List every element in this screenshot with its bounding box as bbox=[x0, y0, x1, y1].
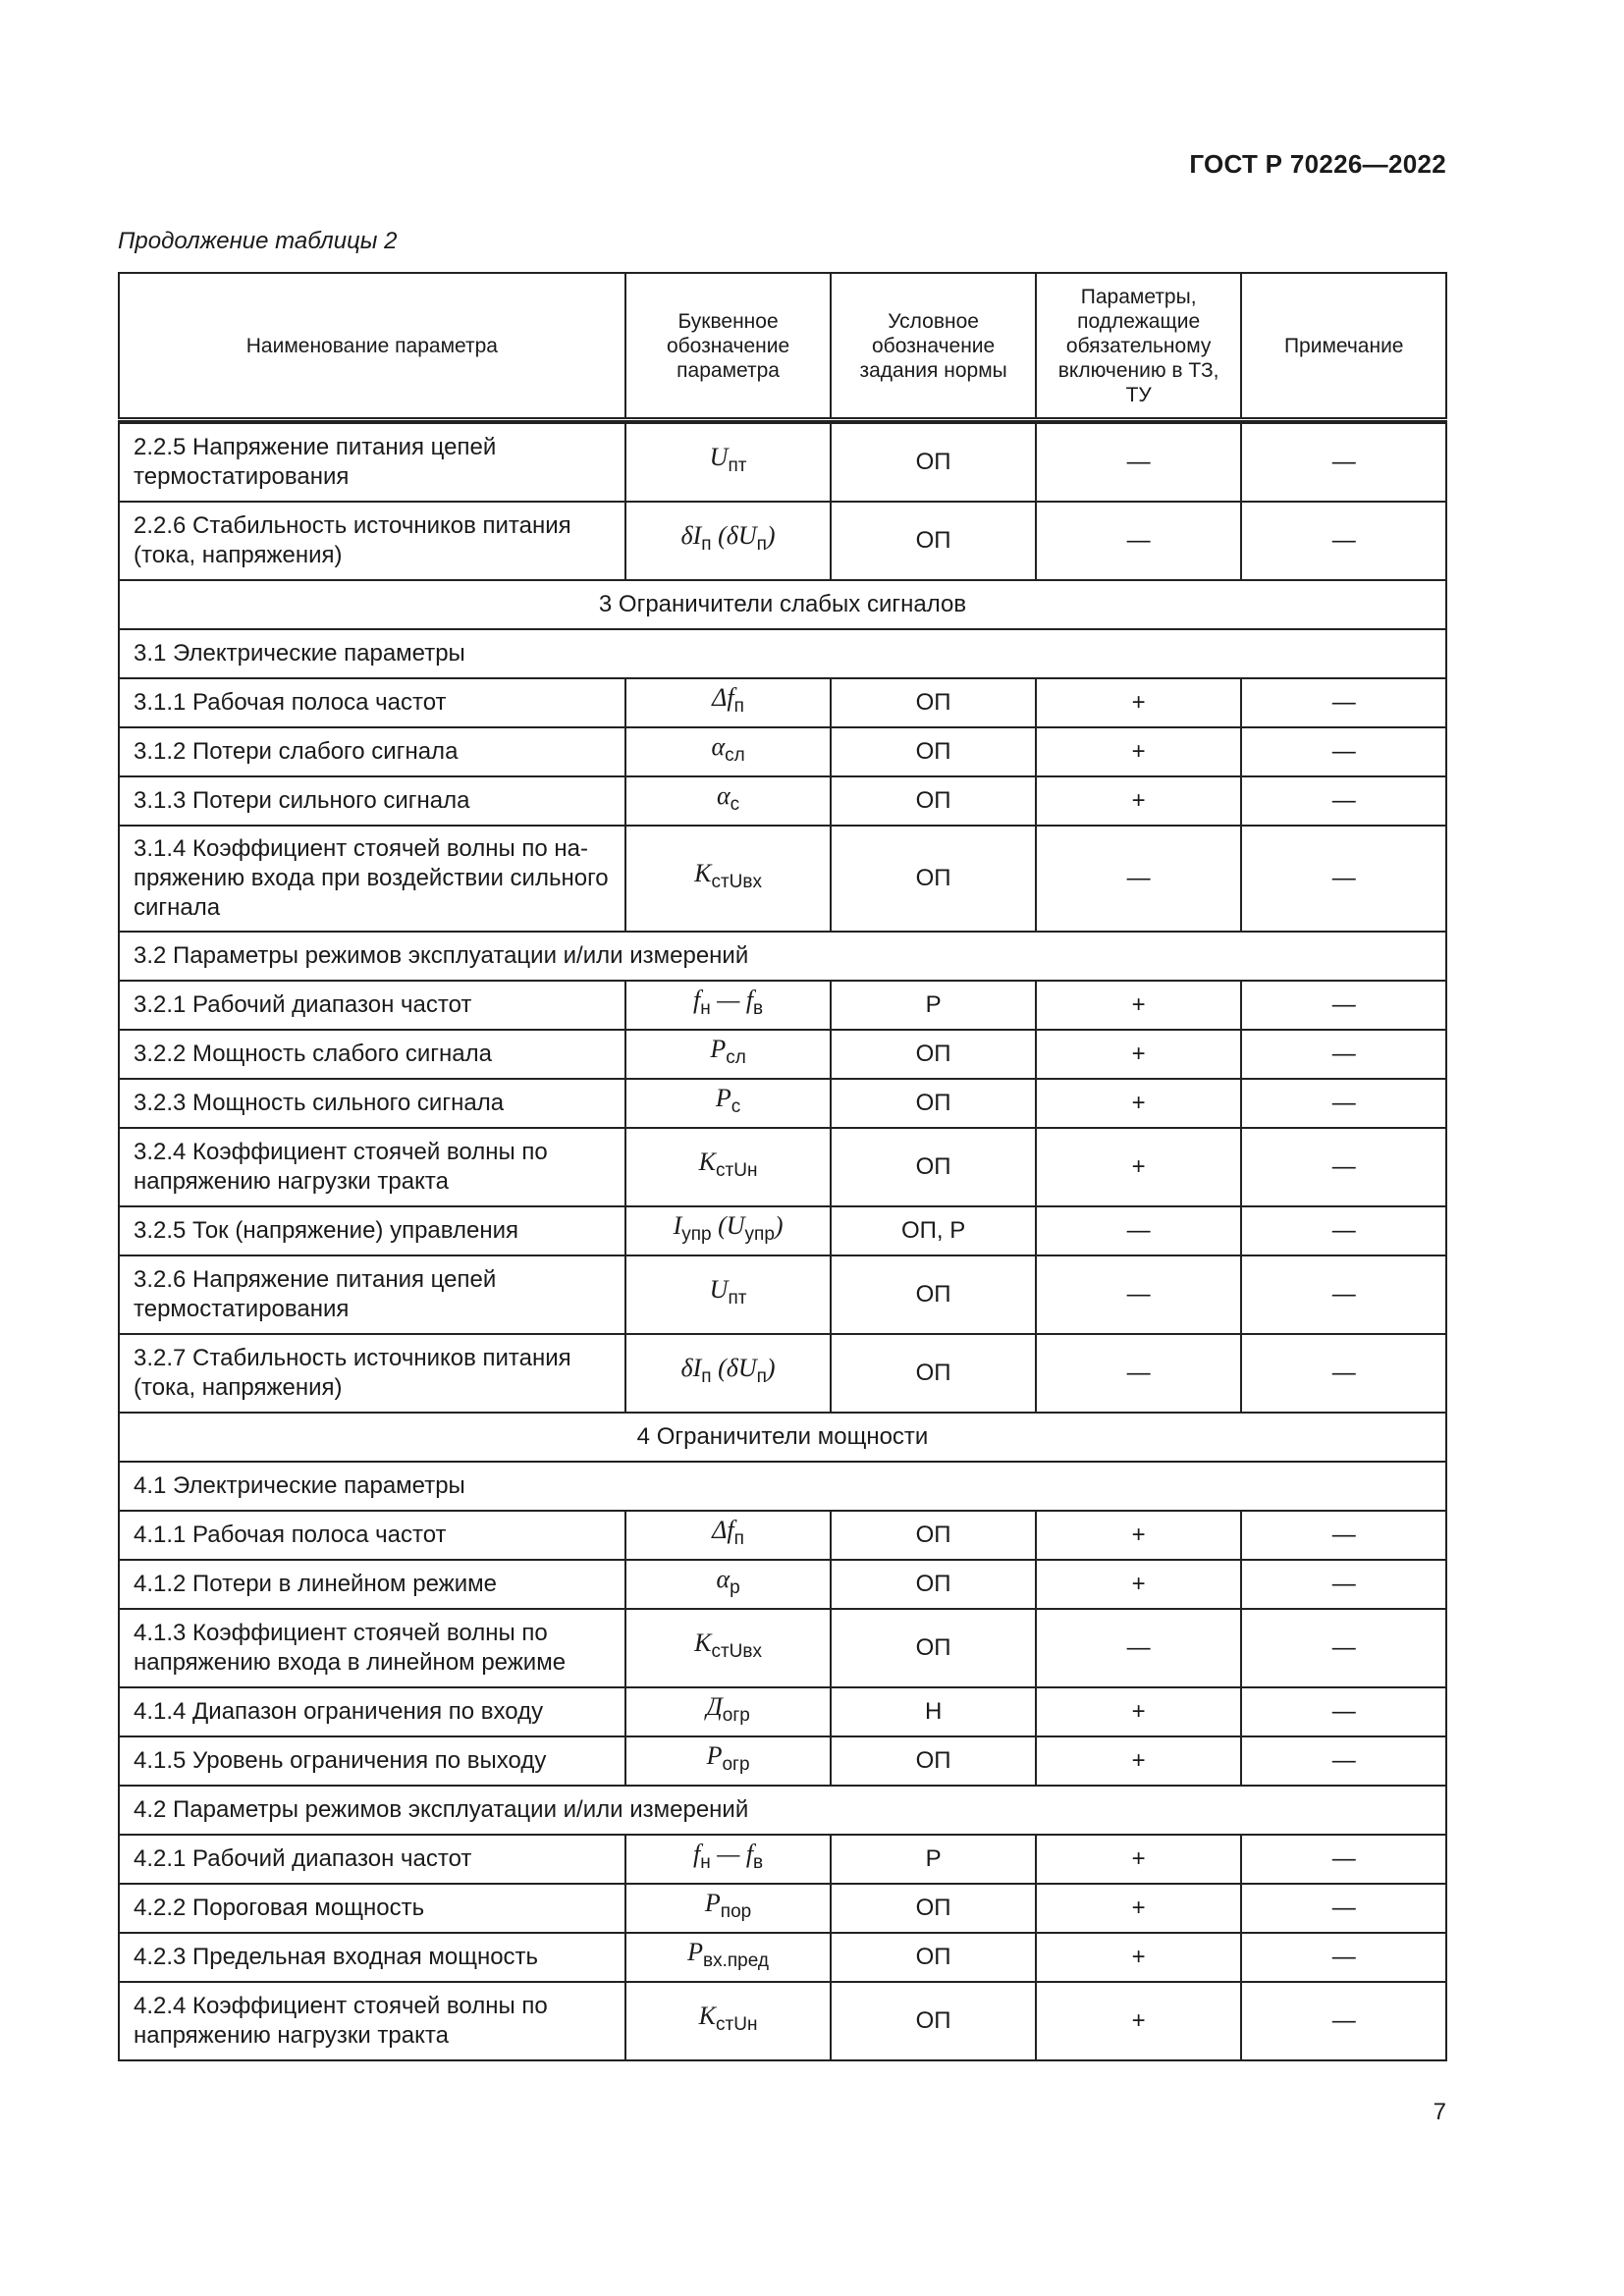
table-row bbox=[119, 1933, 1446, 1982]
table-row bbox=[119, 1128, 1446, 1206]
param-name-cell: 3.1.3 Потери сильного сигнала bbox=[119, 776, 625, 826]
param-name-cell: 4.2.4 Коэффициент стоячей волны по напряжению нагрузки тракта bbox=[119, 1982, 625, 2060]
section-title: 4 Ограничители мощности bbox=[119, 1413, 1446, 1462]
param-name-cell: 4.1.3 Коэффициент стоячей волны по напряжению входа в линейном режиме bbox=[119, 1609, 625, 1687]
table-row bbox=[119, 1511, 1446, 1560]
header-norm-designation: Условное обозначение задания нормы bbox=[831, 273, 1036, 420]
mandatory-cell: + bbox=[1036, 1511, 1242, 1560]
norm-cell: ОП bbox=[831, 1982, 1036, 2060]
table-row bbox=[119, 1687, 1446, 1736]
norm-cell: ОП bbox=[831, 1884, 1036, 1933]
mandatory-cell: + bbox=[1036, 1982, 1242, 2060]
norm-cell: ОП bbox=[831, 776, 1036, 826]
section-row bbox=[119, 580, 1446, 629]
param-name-cell: 3.1.4 Коэффициент стоячей волны по напряжению входа при воздействии сильного сигнала bbox=[119, 826, 625, 932]
table-row bbox=[119, 826, 1446, 932]
mandatory-cell: + bbox=[1036, 1560, 1242, 1609]
mandatory-cell: + bbox=[1036, 1128, 1242, 1206]
norm-cell: ОП bbox=[831, 1030, 1036, 1079]
section-title: 3 Ограничители слабых сигналов bbox=[119, 580, 1446, 629]
header-note: Примечание bbox=[1241, 273, 1446, 420]
mandatory-cell: — bbox=[1036, 1609, 1242, 1687]
mandatory-cell: + bbox=[1036, 1884, 1242, 1933]
symbol-cell: $P_с$ bbox=[625, 1079, 832, 1128]
param-name-cell: 4.1.4 Диапазон ограничения по входу bbox=[119, 1687, 625, 1736]
norm-cell: ОП bbox=[831, 1609, 1036, 1687]
table-row bbox=[119, 1560, 1446, 1609]
symbol-cell: $f_н$ — $f_в$ bbox=[625, 1835, 832, 1884]
table-row bbox=[119, 423, 1446, 502]
mandatory-cell: + bbox=[1036, 1835, 1242, 1884]
mandatory-cell: + bbox=[1036, 981, 1242, 1030]
table-row bbox=[119, 776, 1446, 826]
symbol-cell: $P_{пор}$ bbox=[625, 1884, 832, 1933]
norm-cell: Р bbox=[831, 981, 1036, 1030]
mandatory-cell: — bbox=[1036, 423, 1242, 502]
section-title: 4.1 Электрические параметры bbox=[119, 1462, 1446, 1511]
symbol-cell: $\Delta f_п$ bbox=[625, 678, 832, 727]
symbol-cell: $K_{стUн}$ bbox=[625, 1128, 832, 1206]
param-name-cell: 4.1.2 Потери в линейном режиме bbox=[119, 1560, 625, 1609]
note-cell: — bbox=[1241, 981, 1446, 1030]
param-name-cell: 4.2.1 Рабочий диапазон частот bbox=[119, 1835, 625, 1884]
symbol-cell: $I_{упр}$ $(U_{упр})$ bbox=[625, 1206, 832, 1255]
param-name-cell: 3.2.6 Напряжение питания цепей термостатирования bbox=[119, 1255, 625, 1334]
table-row bbox=[119, 1079, 1446, 1128]
symbol-cell: $K_{стUвх}$ bbox=[625, 1609, 832, 1687]
parameters-table bbox=[118, 272, 1447, 2061]
table-row bbox=[119, 678, 1446, 727]
section-title: 3.1 Электрические параметры bbox=[119, 629, 1446, 678]
table-row bbox=[119, 1255, 1446, 1334]
note-cell: — bbox=[1241, 1835, 1446, 1884]
symbol-cell: $P_{вх.пред}$ bbox=[625, 1933, 832, 1982]
section-row bbox=[119, 629, 1446, 678]
note-cell: — bbox=[1241, 1736, 1446, 1786]
param-name-cell: 4.1.1 Рабочая полоса частот bbox=[119, 1511, 625, 1560]
note-cell: — bbox=[1241, 727, 1446, 776]
norm-cell: ОП bbox=[831, 1933, 1036, 1982]
table-row bbox=[119, 502, 1446, 580]
norm-cell: ОП bbox=[831, 678, 1036, 727]
norm-cell: ОП bbox=[831, 1128, 1036, 1206]
param-name-cell: 4.2.3 Предельная входная мощность bbox=[119, 1933, 625, 1982]
note-cell: — bbox=[1241, 1884, 1446, 1933]
symbol-cell: $P_{огр}$ bbox=[625, 1736, 832, 1786]
table-row bbox=[119, 1030, 1446, 1079]
note-cell: — bbox=[1241, 1255, 1446, 1334]
table-row bbox=[119, 1736, 1446, 1786]
symbol-cell: $P_{сл}$ bbox=[625, 1030, 832, 1079]
norm-cell: ОП bbox=[831, 1736, 1036, 1786]
note-cell: — bbox=[1241, 1334, 1446, 1413]
symbol-cell: $\delta I_п$ $(\delta U_п)$ bbox=[625, 502, 832, 580]
param-name-cell: 4.1.5 Уровень ограничения по выходу bbox=[119, 1736, 625, 1786]
norm-cell: Р bbox=[831, 1835, 1036, 1884]
table-row bbox=[119, 981, 1446, 1030]
symbol-cell: $f_н$ — $f_в$ bbox=[625, 981, 832, 1030]
note-cell: — bbox=[1241, 1687, 1446, 1736]
section-title: 4.2 Параметры режимов эксплуатации и/или измерений bbox=[119, 1786, 1446, 1835]
note-cell: — bbox=[1241, 502, 1446, 580]
mandatory-cell: + bbox=[1036, 1030, 1242, 1079]
table-header-row bbox=[119, 273, 1446, 420]
table-row bbox=[119, 1334, 1446, 1413]
mandatory-cell: + bbox=[1036, 727, 1242, 776]
param-name-cell: 2.2.6 Стабильность источников питания (тока, напряжения) bbox=[119, 502, 625, 580]
norm-cell: ОП bbox=[831, 423, 1036, 502]
param-name-cell: 3.2.4 Коэффициент стоячей волны по напряжению нагрузки тракта bbox=[119, 1128, 625, 1206]
note-cell: — bbox=[1241, 1030, 1446, 1079]
mandatory-cell: + bbox=[1036, 1687, 1242, 1736]
norm-cell: ОП bbox=[831, 727, 1036, 776]
symbol-cell: $K_{стUн}$ bbox=[625, 1982, 832, 2060]
symbol-cell: $\Delta f_п$ bbox=[625, 1511, 832, 1560]
table-row bbox=[119, 1982, 1446, 2060]
table-caption: Продолжение таблицы 2 bbox=[118, 228, 398, 254]
norm-cell: Н bbox=[831, 1687, 1036, 1736]
mandatory-cell: + bbox=[1036, 678, 1242, 727]
section-row bbox=[119, 932, 1446, 981]
symbol-cell: $\alpha_р$ bbox=[625, 1560, 832, 1609]
mandatory-cell: — bbox=[1036, 1334, 1242, 1413]
norm-cell: ОП bbox=[831, 1560, 1036, 1609]
header-param-name: Наименование параметра bbox=[119, 273, 625, 420]
mandatory-cell: + bbox=[1036, 1079, 1242, 1128]
section-row bbox=[119, 1462, 1446, 1511]
param-name-cell: 3.2.2 Мощность слабого сигнала bbox=[119, 1030, 625, 1079]
note-cell: — bbox=[1241, 1128, 1446, 1206]
note-cell: — bbox=[1241, 1560, 1446, 1609]
note-cell: — bbox=[1241, 1079, 1446, 1128]
norm-cell: ОП bbox=[831, 1255, 1036, 1334]
param-name-cell: 3.2.5 Ток (напряжение) управления bbox=[119, 1206, 625, 1255]
symbol-cell: $\alpha_с$ bbox=[625, 776, 832, 826]
note-cell: — bbox=[1241, 1609, 1446, 1687]
note-cell: — bbox=[1241, 1511, 1446, 1560]
mandatory-cell: — bbox=[1036, 1206, 1242, 1255]
mandatory-cell: + bbox=[1036, 1736, 1242, 1786]
param-name-cell: 3.2.3 Мощность сильного сигнала bbox=[119, 1079, 625, 1128]
section-title: 3.2 Параметры режимов эксплуатации и/или измерений bbox=[119, 932, 1446, 981]
section-row bbox=[119, 1413, 1446, 1462]
note-cell: — bbox=[1241, 1933, 1446, 1982]
norm-cell: ОП, Р bbox=[831, 1206, 1036, 1255]
symbol-cell: $K_{стUвх}$ bbox=[625, 826, 832, 932]
table-row bbox=[119, 1835, 1446, 1884]
note-cell: — bbox=[1241, 776, 1446, 826]
norm-cell: ОП bbox=[831, 1334, 1036, 1413]
norm-cell: ОП bbox=[831, 1511, 1036, 1560]
note-cell: — bbox=[1241, 1982, 1446, 2060]
document-code: ГОСТ Р 70226—2022 bbox=[1189, 149, 1446, 179]
mandatory-cell: + bbox=[1036, 776, 1242, 826]
section-row bbox=[119, 1786, 1446, 1835]
symbol-cell: $Д_{огр}$ bbox=[625, 1687, 832, 1736]
param-name-cell: 4.2.2 Пороговая мощность bbox=[119, 1884, 625, 1933]
header-letter-symbol: Буквенное обозначение параметра bbox=[625, 273, 832, 420]
param-name-cell: 3.2.1 Рабочий диапазон частот bbox=[119, 981, 625, 1030]
symbol-cell: $\delta I_п$ $(\delta U_п)$ bbox=[625, 1334, 832, 1413]
note-cell: — bbox=[1241, 1206, 1446, 1255]
param-name-cell: 3.1.2 Потери слабого сигнала bbox=[119, 727, 625, 776]
norm-cell: ОП bbox=[831, 502, 1036, 580]
norm-cell: ОП bbox=[831, 826, 1036, 932]
table-row bbox=[119, 1206, 1446, 1255]
note-cell: — bbox=[1241, 678, 1446, 727]
param-name-cell: 2.2.5 Напряжение питания цепей термостатирования bbox=[119, 423, 625, 502]
mandatory-cell: + bbox=[1036, 1933, 1242, 1982]
symbol-cell: $U_{пт}$ bbox=[625, 1255, 832, 1334]
note-cell: — bbox=[1241, 826, 1446, 932]
table-row bbox=[119, 727, 1446, 776]
mandatory-cell: — bbox=[1036, 502, 1242, 580]
table-body bbox=[119, 420, 1446, 2061]
table-row bbox=[119, 1609, 1446, 1687]
symbol-cell: $\alpha_{сл}$ bbox=[625, 727, 832, 776]
symbol-cell: $U_{пт}$ bbox=[625, 423, 832, 502]
param-name-cell: 3.2.7 Стабильность источников питания (тока, напряжения) bbox=[119, 1334, 625, 1413]
mandatory-cell: — bbox=[1036, 1255, 1242, 1334]
note-cell: — bbox=[1241, 423, 1446, 502]
norm-cell: ОП bbox=[831, 1079, 1036, 1128]
param-name-cell: 3.1.1 Рабочая полоса частот bbox=[119, 678, 625, 727]
header-mandatory-tz: Параметры, подлежащие обязательному включению в ТЗ, ТУ bbox=[1036, 273, 1242, 420]
mandatory-cell: — bbox=[1036, 826, 1242, 932]
page-number: 7 bbox=[1433, 2099, 1446, 2125]
table-row bbox=[119, 1884, 1446, 1933]
